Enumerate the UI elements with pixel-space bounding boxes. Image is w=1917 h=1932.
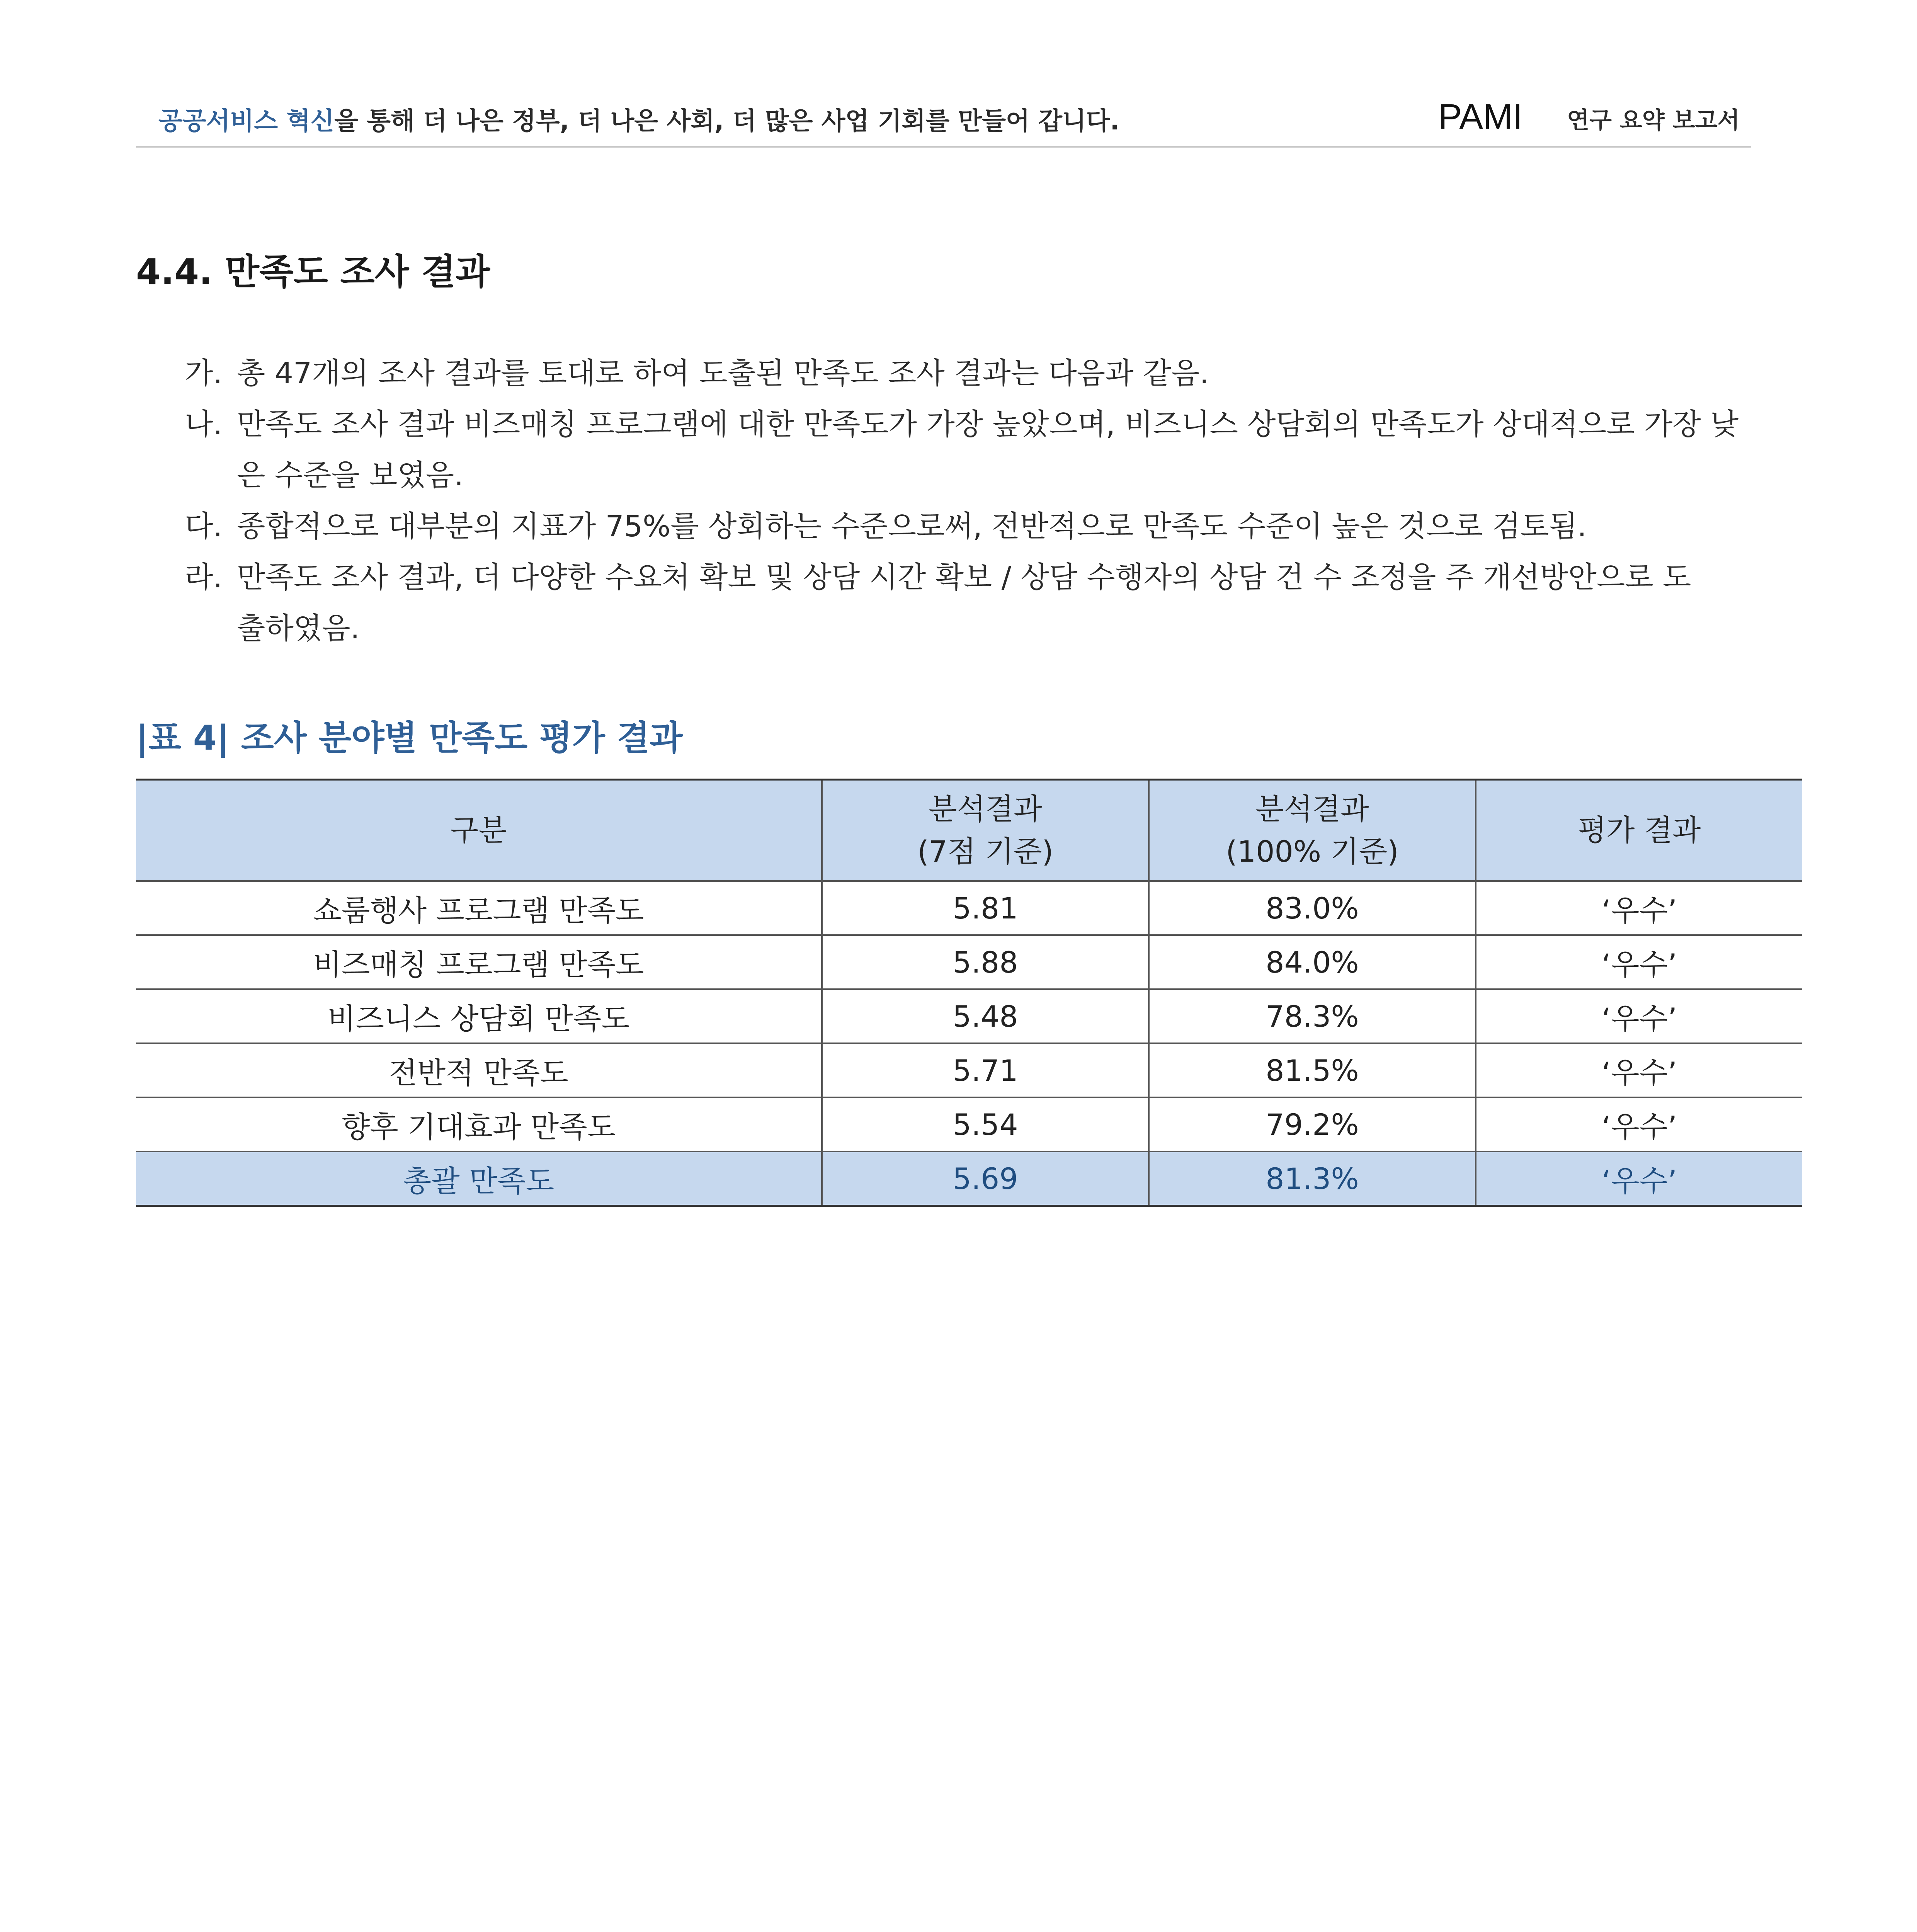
paragraph-label: 라. xyxy=(185,560,223,594)
header-report-type: 연구 요약 보고서 xyxy=(1567,107,1740,134)
header-brand: PAMI xyxy=(1438,97,1523,136)
slogan-highlight: 공공서비스 혁신 xyxy=(158,107,335,136)
row-grade: ‘우수’ xyxy=(1476,881,1802,935)
paragraph-ra xyxy=(185,552,1788,654)
header-score-100-line1: 분석결과 xyxy=(1255,792,1369,826)
paragraph-label: 가. xyxy=(185,356,223,390)
row-category: 쇼룸행사 프로그램 만족도 xyxy=(136,881,822,935)
section-title: 4.4. 만족도 조사 결과 xyxy=(136,251,490,293)
table-row xyxy=(136,1097,1802,1151)
row-grade: ‘우수’ xyxy=(1476,1097,1802,1151)
table-row xyxy=(136,989,1802,1043)
row-grade: ‘우수’ xyxy=(1476,935,1802,989)
total-grade: ‘우수’ xyxy=(1476,1151,1802,1206)
paragraph-text: 종합적으로 대부분의 지표가 75%를 상회하는 수준으로써, 전반적으로 만족도 수준이 높은 것으로 검토됨. xyxy=(237,509,1587,543)
row-grade: ‘우수’ xyxy=(1476,1043,1802,1097)
row-grade: ‘우수’ xyxy=(1476,989,1802,1043)
table-row xyxy=(136,881,1802,935)
satisfaction-results-table xyxy=(136,779,1802,1207)
row-score-100: 83.0% xyxy=(1149,881,1476,935)
table-caption: |표 4| 조사 분야별 만족도 평가 결과 xyxy=(136,718,683,758)
row-category: 향후 기대효과 만족도 xyxy=(136,1097,822,1151)
slogan-rest: 을 통해 더 나은 정부, 더 나은 사회, 더 많은 사업 기회를 만들어 갑니다. xyxy=(334,107,1119,136)
row-score-7: 5.48 xyxy=(822,989,1149,1043)
header-score-7-line2: (7점 기준) xyxy=(917,834,1054,869)
row-category: 비즈니스 상담회 만족도 xyxy=(136,989,822,1043)
row-category: 전반적 만족도 xyxy=(136,1043,822,1097)
paragraph-continuation: 출하였음. xyxy=(237,611,360,645)
row-score-100: 78.3% xyxy=(1149,989,1476,1043)
header-category: 구분 xyxy=(136,780,822,881)
paragraph-text: 총 47개의 조사 결과를 토대로 하여 도출된 만족도 조사 결과는 다음과 같음. xyxy=(237,356,1209,390)
header-slogan xyxy=(158,101,1119,137)
table-row xyxy=(136,935,1802,989)
header-divider xyxy=(136,146,1751,148)
total-score-7: 5.69 xyxy=(822,1151,1149,1206)
paragraph-text: 만족도 조사 결과, 더 다양한 수요처 확보 및 상담 시간 확보 / 상담 수행자의 상담 건 수 조정을 주 개선방안으로 도 xyxy=(237,560,1691,594)
table-row xyxy=(136,1043,1802,1097)
row-score-100: 81.5% xyxy=(1149,1043,1476,1097)
paragraph-na xyxy=(185,399,1788,501)
row-score-100: 84.0% xyxy=(1149,935,1476,989)
header-score-7 xyxy=(822,780,1149,881)
row-score-100: 79.2% xyxy=(1149,1097,1476,1151)
paragraph-label: 나. xyxy=(185,407,223,441)
header-score-100-line2: (100% 기준) xyxy=(1226,834,1399,869)
table-total-row xyxy=(136,1151,1802,1206)
header-grade: 평가 결과 xyxy=(1476,780,1802,881)
total-category: 총괄 만족도 xyxy=(136,1151,822,1206)
paragraph-continuation: 은 수준을 보였음. xyxy=(237,458,464,492)
row-score-7: 5.54 xyxy=(822,1097,1149,1151)
table-header-row xyxy=(136,780,1802,881)
row-score-7: 5.71 xyxy=(822,1043,1149,1097)
total-score-100: 81.3% xyxy=(1149,1151,1476,1206)
row-score-7: 5.88 xyxy=(822,935,1149,989)
paragraph-ga xyxy=(185,348,1788,399)
row-category: 비즈매칭 프로그램 만족도 xyxy=(136,935,822,989)
header-score-100 xyxy=(1149,780,1476,881)
header-score-7-line1: 분석결과 xyxy=(929,792,1042,826)
paragraph-text: 만족도 조사 결과 비즈매칭 프로그램에 대한 만족도가 가장 높았으며, 비즈니스 상담회의 만족도가 상대적으로 가장 낮 xyxy=(237,407,1739,441)
paragraph-label: 다. xyxy=(185,509,223,543)
row-score-7: 5.81 xyxy=(822,881,1149,935)
paragraph-da xyxy=(185,501,1788,552)
